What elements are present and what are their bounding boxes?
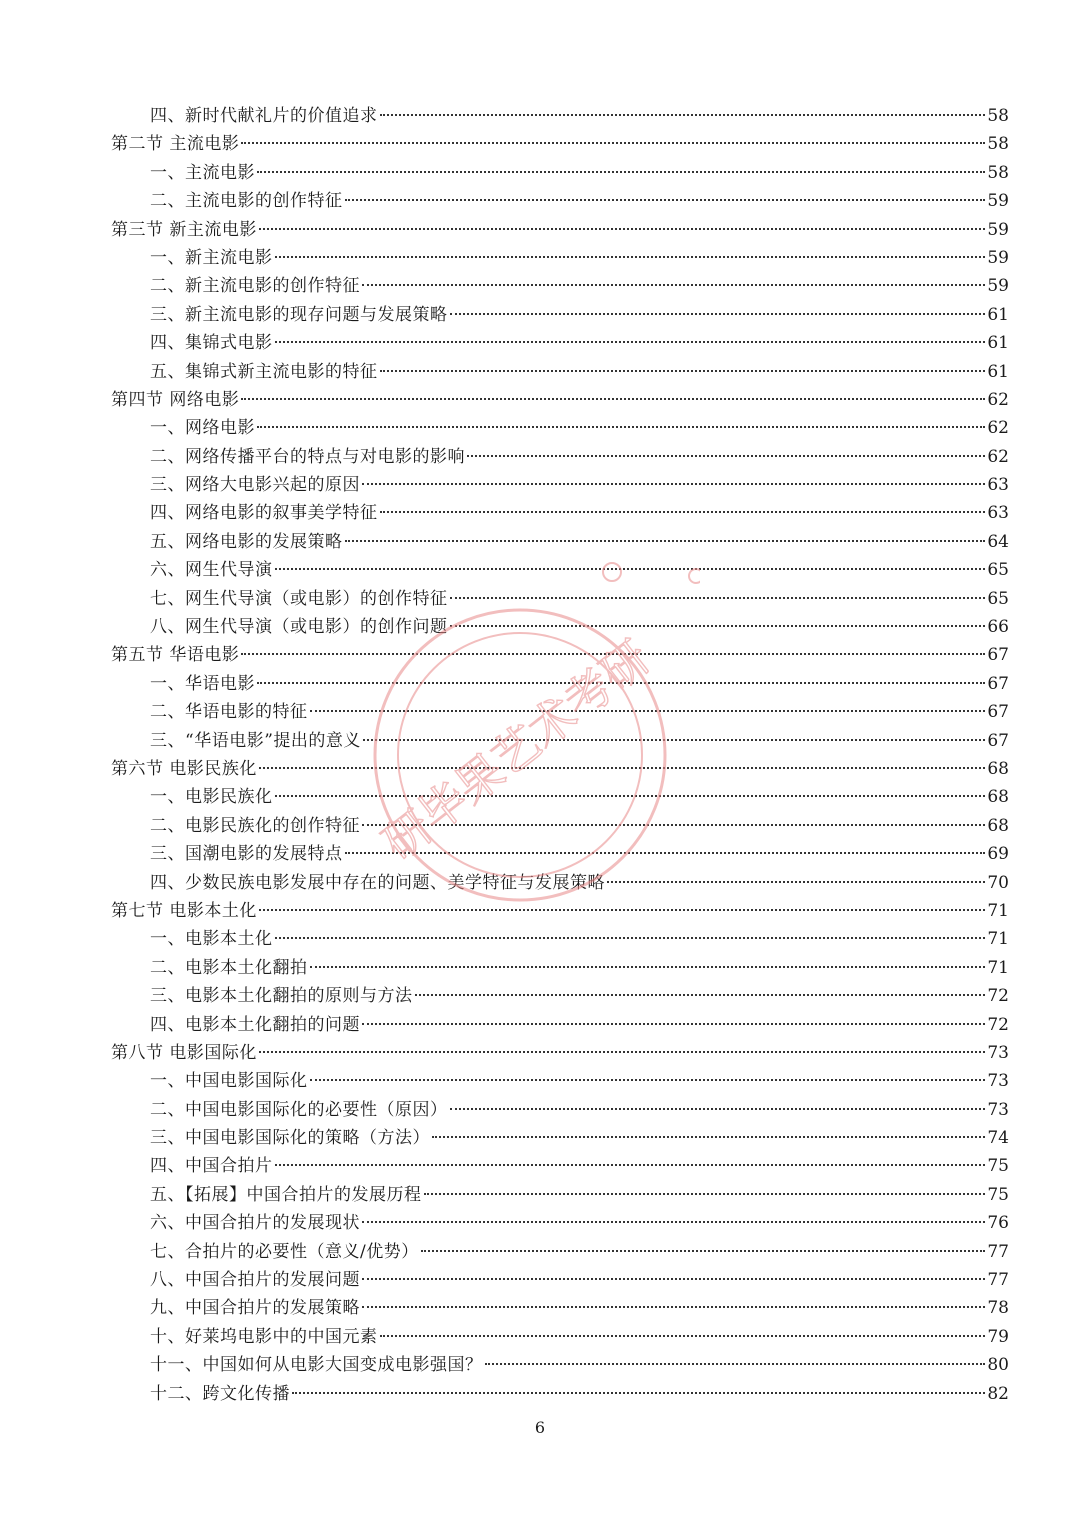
toc-subsection-entry: [0, 1238, 1080, 1266]
toc-page-number: 62: [987, 418, 1009, 439]
toc-section-entry: [0, 641, 1080, 669]
toc-entry-title: 六、中国合拍片的发展现状: [150, 1213, 360, 1234]
toc-page-number: 61: [987, 333, 1009, 354]
toc-subsection-entry: [0, 159, 1080, 187]
toc-subsection-entry: [0, 1152, 1080, 1180]
toc-page-number: 63: [987, 503, 1009, 524]
toc-entry-title: 八、网生代导演（或电影）的创作问题: [150, 617, 448, 638]
toc-section-entry: [0, 755, 1080, 783]
dot-leader: [424, 1193, 986, 1195]
toc-section-entry: [0, 1039, 1080, 1067]
toc-entry-title: 五、网络电影的发展策略: [150, 531, 343, 552]
toc-section-entry: [0, 216, 1080, 244]
toc-subsection-entry: [0, 443, 1080, 471]
toc-entry-title: 第六节 电影民族化: [111, 758, 257, 779]
toc-page-number: 66: [987, 617, 1009, 638]
toc-page-number: 62: [987, 389, 1009, 410]
toc-page-number: 59: [987, 191, 1009, 212]
dot-leader: [292, 1392, 985, 1394]
dot-leader: [275, 937, 986, 939]
toc-entry-title: 二、新主流电影的创作特征: [150, 276, 360, 297]
toc-subsection-entry: [0, 301, 1080, 329]
toc-subsection-entry: [0, 1323, 1080, 1351]
dot-leader: [241, 398, 985, 400]
dot-leader: [275, 1164, 986, 1166]
toc-subsection-entry: [0, 471, 1080, 499]
toc-page-number: 72: [987, 986, 1009, 1007]
toc-page-number: 74: [987, 1128, 1009, 1149]
dot-leader: [421, 1250, 986, 1252]
toc-entry-title: 五、集锦式新主流电影的特征: [150, 361, 378, 382]
toc-page-number: 80: [987, 1355, 1009, 1376]
dot-leader: [362, 284, 985, 286]
toc-entry-title: 六、网生代导演: [150, 560, 273, 581]
toc-page-number: 79: [987, 1326, 1009, 1347]
toc-subsection-entry: [0, 698, 1080, 726]
toc-subsection-entry: [0, 727, 1080, 755]
toc-page-number: 62: [987, 446, 1009, 467]
toc-page-number: 65: [987, 588, 1009, 609]
toc-entry-title: 第三节 新主流电影: [111, 219, 257, 240]
toc-entry-title: 九、中国合拍片的发展策略: [150, 1298, 360, 1319]
toc-entry-title: 四、电影本土化翻拍的问题: [150, 1014, 360, 1035]
toc-entry-title: 一、主流电影: [150, 162, 255, 183]
toc-entry-title: 三、电影本土化翻拍的原则与方法: [150, 986, 413, 1007]
toc-page-number: 67: [987, 730, 1009, 751]
dot-leader: [310, 1079, 986, 1081]
toc-page-number: 70: [987, 872, 1009, 893]
toc-subsection-entry: [0, 358, 1080, 386]
toc-entry-title: 第五节 华语电影: [111, 645, 240, 666]
toc-page-number: 77: [987, 1270, 1009, 1291]
dot-leader: [362, 1306, 985, 1308]
toc-entry-title: 第二节 主流电影: [111, 134, 240, 155]
toc-page-number: 71: [987, 957, 1009, 978]
toc-page-number: 59: [987, 219, 1009, 240]
toc-subsection-entry: [0, 414, 1080, 442]
toc-page-number: 69: [987, 844, 1009, 865]
toc-page-number: 67: [987, 702, 1009, 723]
toc-entry-title: 四、新时代献礼片的价值追求: [150, 106, 378, 126]
toc-entry-title: 四、网络电影的叙事美学特征: [150, 503, 378, 524]
dot-leader: [450, 1108, 986, 1110]
toc-page-number: 68: [987, 815, 1009, 836]
toc-page-number: 76: [987, 1213, 1009, 1234]
toc-subsection-entry: [0, 925, 1080, 953]
toc-subsection-entry: [0, 329, 1080, 357]
toc-page-number: 68: [987, 758, 1009, 779]
toc-page-number: 58: [987, 106, 1009, 126]
toc-page-number: 71: [987, 900, 1009, 921]
dot-leader: [310, 966, 986, 968]
dot-leader: [607, 881, 985, 883]
dot-leader: [310, 710, 986, 712]
toc-subsection-entry: [0, 1096, 1080, 1124]
toc-subsection-entry: [0, 1266, 1080, 1294]
toc-subsection-entry: [0, 1011, 1080, 1039]
toc-page-number: 67: [987, 673, 1009, 694]
toc-subsection-entry: [0, 1209, 1080, 1237]
toc-entry-title: 十、好莱坞电影中的中国元素: [150, 1326, 378, 1347]
toc-subsection-entry: [0, 840, 1080, 868]
toc-section-entry: [0, 386, 1080, 414]
toc-entry-title: 第八节 电影国际化: [111, 1042, 257, 1063]
dot-leader: [345, 852, 986, 854]
toc-page-number: 61: [987, 361, 1009, 382]
dot-leader: [257, 426, 985, 428]
toc-page-number: 75: [987, 1184, 1009, 1205]
toc-subsection-entry: [0, 1124, 1080, 1152]
toc-subsection-entry: [0, 499, 1080, 527]
toc-entry-title: 八、中国合拍片的发展问题: [150, 1270, 360, 1291]
toc-section-entry: [0, 897, 1080, 925]
toc-page-number: 77: [987, 1241, 1009, 1262]
toc-page-number: 73: [987, 1042, 1009, 1063]
dot-leader: [362, 483, 985, 485]
toc-entry-title: 二、网络传播平台的特点与对电影的影响: [150, 446, 465, 467]
toc-entry-title: 十二、跨文化传播: [150, 1383, 290, 1404]
dot-leader: [345, 199, 986, 201]
toc-entry-title: 三、国潮电影的发展特点: [150, 844, 343, 865]
dot-leader: [485, 1363, 986, 1365]
toc-subsection-entry: [0, 812, 1080, 840]
toc-subsection-entry: [0, 670, 1080, 698]
toc-subsection-entry: [0, 954, 1080, 982]
toc-page-number: 75: [987, 1156, 1009, 1177]
dot-leader: [259, 767, 985, 769]
dot-leader: [380, 511, 986, 513]
toc-entry-title: 一、新主流电影: [150, 247, 273, 268]
toc-subsection-entry: [0, 244, 1080, 272]
dot-leader: [415, 994, 986, 996]
dot-leader: [259, 909, 985, 911]
toc-subsection-entry: [0, 613, 1080, 641]
toc-subsection-entry: [0, 869, 1080, 897]
dot-leader: [259, 228, 985, 230]
seal-text: 研毕果艺术考研: [372, 629, 660, 871]
dot-leader: [362, 1278, 985, 1280]
toc-page-number: 61: [987, 304, 1009, 325]
dot-leader: [380, 1335, 986, 1337]
toc-entry-title: 一、电影民族化: [150, 787, 273, 808]
dot-leader: [380, 114, 986, 116]
toc-entry-title: 三、中国电影国际化的策略（方法）: [150, 1128, 430, 1149]
toc-entry-title: 一、中国电影国际化: [150, 1071, 308, 1092]
dot-leader: [275, 341, 986, 343]
dot-leader: [363, 739, 985, 741]
toc-subsection-entry: [0, 1181, 1080, 1209]
toc-subsection-entry: [0, 1294, 1080, 1322]
dot-leader: [432, 1136, 985, 1138]
toc-subsection-entry: [0, 783, 1080, 811]
page-number: 6: [534, 1418, 546, 1437]
toc-subsection-entry: [0, 556, 1080, 584]
toc-entry-title: 二、华语电影的特征: [150, 702, 308, 723]
dot-leader: [450, 597, 986, 599]
dot-leader: [275, 795, 986, 797]
toc-page-number: 65: [987, 560, 1009, 581]
toc-page-number: 78: [987, 1298, 1009, 1319]
toc-entry-title: 二、主流电影的创作特征: [150, 191, 343, 212]
dot-leader: [362, 824, 985, 826]
toc-page-number: 82: [987, 1383, 1009, 1404]
toc-subsection-entry: [0, 272, 1080, 300]
dot-leader: [345, 540, 986, 542]
dot-leader: [241, 653, 985, 655]
dot-leader: [257, 171, 985, 173]
toc-subsection-entry: [0, 1067, 1080, 1095]
dot-leader: [450, 625, 986, 627]
toc-entry-title: 十一、中国如何从电影大国变成电影强国？: [150, 1355, 483, 1376]
toc-page-number: 63: [987, 475, 1009, 496]
dot-leader: [362, 1023, 985, 1025]
toc-entry-title: 一、电影本土化: [150, 929, 273, 950]
dot-leader: [380, 370, 986, 372]
toc-entry-title: 二、电影民族化的创作特征: [150, 815, 360, 836]
toc-entry-title: 一、网络电影: [150, 418, 255, 439]
dot-leader: [275, 568, 986, 570]
toc-section-entry: [0, 130, 1080, 158]
toc-entry-title: 三、“华语电影”提出的意义: [150, 730, 361, 751]
toc-page-number: 67: [987, 645, 1009, 666]
toc-entry-title: 四、集锦式电影: [150, 333, 273, 354]
toc-subsection-entry: [0, 1380, 1080, 1408]
dot-leader: [257, 682, 985, 684]
toc-page-number: 68: [987, 787, 1009, 808]
toc-page-number: 59: [987, 276, 1009, 297]
toc-page-number: 59: [987, 247, 1009, 268]
toc-page-number: 58: [987, 134, 1009, 155]
toc-entry-title: 七、合拍片的必要性（意义/优势）: [150, 1241, 419, 1262]
dot-leader: [467, 455, 985, 457]
toc-subsection-entry: [0, 528, 1080, 556]
toc-page-number: 73: [987, 1071, 1009, 1092]
dot-leader: [275, 256, 986, 258]
toc-entry-title: 三、新主流电影的现存问题与发展策略: [150, 304, 448, 325]
toc-entry-title: 二、电影本土化翻拍: [150, 957, 308, 978]
toc-entry-title: 第四节 网络电影: [111, 389, 240, 410]
toc-page-number: 71: [987, 929, 1009, 950]
dot-leader: [241, 142, 985, 144]
toc-entry-title: 二、中国电影国际化的必要性（原因）: [150, 1099, 448, 1120]
toc-page-number: 64: [987, 531, 1009, 552]
table-of-contents: [0, 102, 1080, 1408]
toc-subsection-entry: [0, 585, 1080, 613]
toc-entry-title: 三、网络大电影兴起的原因: [150, 475, 360, 496]
toc-entry-title: 四、少数民族电影发展中存在的问题、美学特征与发展策略: [150, 872, 605, 893]
toc-entry-title: 五、【拓展】中国合拍片的发展历程: [150, 1184, 422, 1205]
toc-entry-title: 一、华语电影: [150, 673, 255, 694]
toc-page-number: 58: [987, 162, 1009, 183]
toc-page-number: 73: [987, 1099, 1009, 1120]
dot-leader: [450, 313, 986, 315]
toc-entry-title: 第七节 电影本土化: [111, 900, 257, 921]
toc-subsection-entry: [0, 982, 1080, 1010]
toc-subsection-entry: [0, 187, 1080, 215]
toc-page-number: 72: [987, 1014, 1009, 1035]
toc-entry-title: 七、网生代导演（或电影）的创作特征: [150, 588, 448, 609]
dot-leader: [362, 1221, 985, 1223]
toc-entry-title: 四、中国合拍片: [150, 1156, 273, 1177]
toc-subsection-entry: [0, 1351, 1080, 1379]
dot-leader: [259, 1051, 985, 1053]
toc-subsection-entry: [0, 102, 1080, 130]
